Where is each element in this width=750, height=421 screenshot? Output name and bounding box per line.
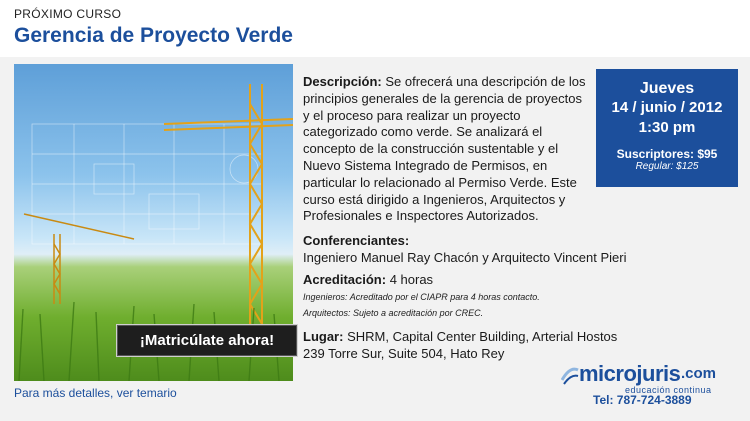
course-title: Gerencia de Proyecto Verde [14, 24, 293, 47]
course-kicker: PRÓXIMO CURSO [14, 7, 122, 21]
logo-wordmark: microjuris [579, 361, 681, 386]
location-label: Lugar: [303, 329, 344, 344]
price-subscribers: Suscriptores: $95 [616, 147, 718, 161]
event-date-box [596, 69, 738, 187]
microjuris-logo[interactable] [561, 361, 741, 393]
accreditation-label: Acreditación: [303, 272, 387, 287]
accreditation-value: 4 horas [386, 272, 434, 287]
location-text: SHRM, Capital Center Building, Arterial Hostos 239 Torre Sur, Suite 504, Hato Rey [303, 329, 618, 361]
speakers-label: Conferenciantes: [303, 233, 410, 248]
accreditation-note-engineers: Ingenieros: Acreditado por el CIAPR para 4 horas contacto. [303, 292, 540, 302]
event-time: 1:30 pm [638, 119, 696, 136]
course-description [303, 74, 591, 225]
enroll-now-button[interactable]: ¡Matricúlate ahora! [116, 324, 298, 357]
event-day: Jueves [639, 80, 695, 97]
contact-phone: Tel: 787-724-3889 [593, 393, 692, 407]
location [303, 328, 623, 362]
logo-tagline: educación continua [625, 385, 712, 395]
accreditation-note-architects: Arquitectos: Sujeto a acreditación por CREC. [303, 308, 484, 318]
course-details-link[interactable]: Para más detalles, ver temario [14, 386, 177, 400]
event-date: 14 / junio / 2012 [611, 99, 723, 116]
description-label: Descripción: [303, 74, 382, 89]
swoosh-icon [561, 364, 579, 386]
price-regular: Regular: $125 [635, 161, 699, 172]
speakers-text: Ingeniero Manuel Ray Chacón y Arquitecto Vincent Pieri [303, 250, 627, 265]
accreditation [303, 272, 433, 288]
description-text: Se ofrecerá una descripción de los principios generales de la gerencia de proyectos y el proceso para realizar un proyecto categorizado como verde. Se analizará el concepto de la construcción sustentable y el Nuevo Sistema Integrado de Permisos, en particular lo relacionado al Permiso Verde. Este curso está dirigido a Ingenieros, Arquitectos y Profesionales e Inspectores Autorizados. [303, 74, 586, 224]
logo-tld: .com [681, 365, 717, 382]
